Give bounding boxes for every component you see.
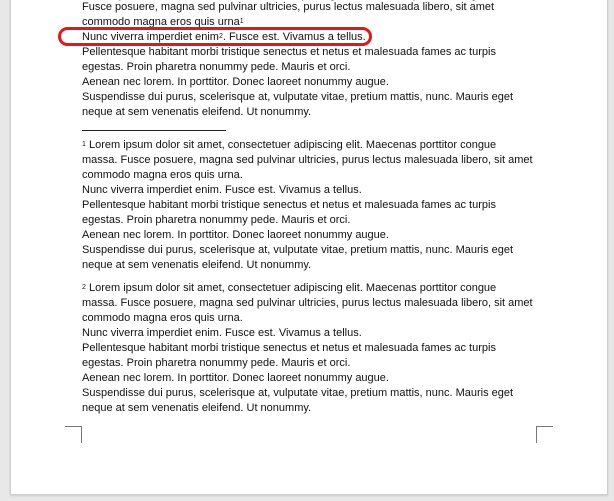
crop-mark-right (536, 426, 553, 443)
footnote-1-line-9: neque at sem venenatis eleifend. Ut nonummy. (82, 259, 312, 271)
footnote-2-line-7: Aenean nec lorem. In porttitor. Donec laoreet nonummy augue. (82, 372, 389, 384)
footnote-2-line-8: Suspendisse dui purus, scelerisque at, vulputate vitae, pretium mattis, nunc. Mauris eget (82, 387, 514, 399)
footnote-ref-2[interactable]: 2 (218, 33, 223, 40)
body-line-6: Aenean nec lorem. In porttitor. Donec laoreet nonummy augue. (82, 76, 389, 88)
footnote-2-line-2: massa. Fusce posuere, magna sed pulvinar ultricies, purus lectus malesuada libero, sit amet (82, 297, 533, 309)
body-line-5: egestas. Proin pharetra nonummy pede. Mauris et orci. (82, 61, 351, 73)
footnote-1-line-7: Aenean nec lorem. In porttitor. Donec laoreet nonummy augue. (82, 229, 389, 241)
footnote-2-line-4: Nunc viverra imperdiet enim. Fusce est. Vivamus a tellus. (82, 327, 362, 339)
footnote-1-line-6: egestas. Proin pharetra nonummy pede. Mauris et orci. (82, 214, 351, 226)
footnote-2-number: 2 (82, 284, 86, 291)
footnote-1-line-1 (82, 138, 496, 153)
body-line-3-text-a: Nunc viverra imperdiet enim (82, 31, 219, 43)
footnote-2-line-9: neque at sem venenatis eleifend. Ut nonummy. (82, 402, 312, 414)
footnote-1-line-1-text: Lorem ipsum dolor sit amet, consectetuer adipiscing elit. Maecenas porttitor congue (85, 139, 497, 151)
footnote-1-number: 1 (82, 141, 86, 148)
footnote-2-line-6: egestas. Proin pharetra nonummy pede. Mauris et orci. (82, 357, 351, 369)
document-page[interactable] (10, 0, 608, 495)
body-line-7: Suspendisse dui purus, scelerisque at, vulputate vitae, pretium mattis, nunc. Mauris eget (82, 91, 514, 103)
footnote-ref-1[interactable]: 1 (239, 18, 244, 25)
footnote-1-line-4: Nunc viverra imperdiet enim. Fusce est. Vivamus a tellus. (82, 184, 362, 196)
body-line-1: Fusce posuere, magna sed pulvinar ultricies, purus lectus malesuada libero, sit amet (82, 1, 495, 13)
body-line-3-text-b: . Fusce est. Vivamus a tellus. (222, 31, 366, 43)
footnote-2-line-5: Pellentesque habitant morbi tristique senectus et netus et malesuada fames ac turpis (82, 342, 496, 354)
highlight-oval (58, 27, 372, 46)
body-line-8: neque at sem venenatis eleifend. Ut nonummy. (82, 106, 312, 118)
body-line-2-text: commodo magna eros quis urna (82, 16, 240, 28)
footnote-1-line-3: commodo magna eros quis urna. (82, 169, 243, 181)
body-line-4: Pellentesque habitant morbi tristique senectus et netus et malesuada fames ac turpis (82, 46, 496, 58)
footnote-2-line-1 (82, 281, 496, 296)
footnote-1-line-5: Pellentesque habitant morbi tristique senectus et netus et malesuada fames ac turpis (82, 199, 496, 211)
footnote-2-line-1-text: Lorem ipsum dolor sit amet, consectetuer adipiscing elit. Maecenas porttitor congue (85, 282, 497, 294)
crop-mark-left (65, 426, 82, 443)
footnote-2-line-3: commodo magna eros quis urna. (82, 312, 243, 324)
footnote-1-line-2: massa. Fusce posuere, magna sed pulvinar ultricies, purus lectus malesuada libero, sit amet (82, 154, 533, 166)
footnote-separator (82, 130, 226, 131)
footnote-1-line-8: Suspendisse dui purus, scelerisque at, vulputate vitae, pretium mattis, nunc. Mauris eget (82, 244, 514, 256)
